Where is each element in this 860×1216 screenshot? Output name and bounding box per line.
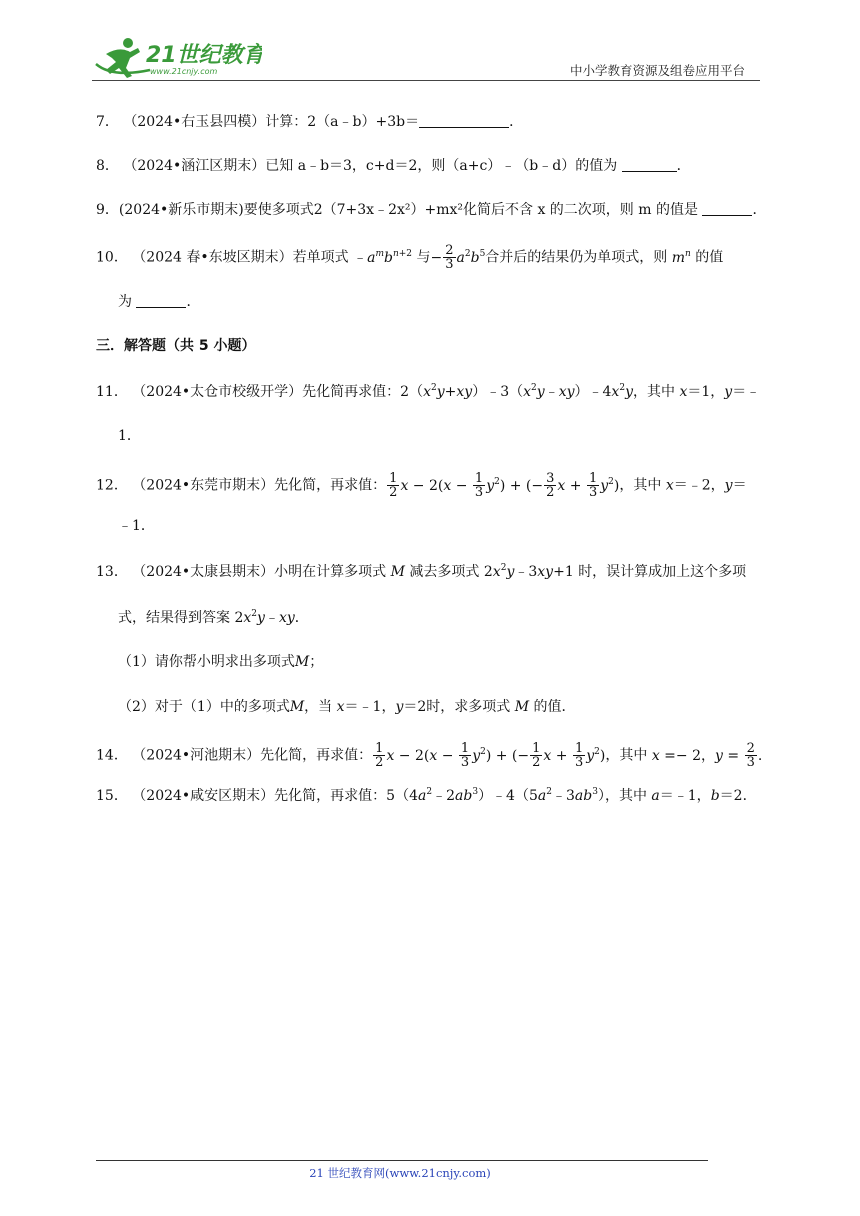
question-source: （2024•涵江区期末）已知 <box>123 158 294 174</box>
question-13: 13． （2024•太康县期末）小明在计算多项式 M 减去多项式 $2x^2y﹣3xy+1$ 时，误计算成加上这个多项 <box>96 563 747 580</box>
question-text: 化简后不含 x 的二次项，则 m 的值是 <box>463 202 698 218</box>
header-divider <box>92 80 760 81</box>
question-source: （2024•太仓市校级开学）先化简再求值： <box>132 384 401 400</box>
expression: $5(4a^2﹣2ab^3)﹣4(5a^2﹣3ab^3)$ <box>386 787 605 804</box>
values: x＝﹣2，y＝ <box>665 477 747 494</box>
footer-divider <box>96 1160 708 1161</box>
values: x =− 2，y = $\frac{2}{3}$ . <box>651 741 763 770</box>
question-10: 10． （2024 春•东坡区期末）若单项式 $﹣a^mb^{n+2}$ 与− $\frac{2}{3}$ $a^2b^5$合并后的结果仍为单项式，则 $m^n$ 的值 <box>96 243 724 272</box>
answer-blank[interactable] <box>702 201 752 216</box>
question-source: （2024•河池期末）先化简，再求值： <box>132 747 373 764</box>
answer-blank[interactable] <box>136 293 186 308</box>
question-text: 合并后的结果仍为单项式，则 <box>485 249 668 266</box>
question-source: （2024•东莞市期末）先化简，再求值： <box>132 477 387 494</box>
question-number: 10． <box>96 249 128 266</box>
question-number: 7． <box>96 114 119 130</box>
values: x＝﹣1，y＝2 <box>336 699 427 715</box>
monomial-b: − $\frac{2}{3}$ $a^2b^5$ <box>430 243 486 272</box>
question-9: 9．(2024•新乐市期末)要使多项式2（7+3x﹣2x²）+mx²化简后不含 x 的二次项，则 m 的值是 ． <box>96 202 767 218</box>
polynomial: $2x^2y﹣3xy+1$ <box>483 563 574 580</box>
question-number: 8． <box>96 158 119 174</box>
question-11-continued: 1． <box>118 428 141 444</box>
question-text: a﹣b＝3，c+d＝2，则（a+c）﹣（b﹣d）的值为 <box>297 158 618 174</box>
question-source: （2024 春•东坡区期末）若单项式 <box>132 249 349 266</box>
question-11 <box>96 382 760 402</box>
question-text: （2024•右玉县四模）计算：2（a﹣b）+3b＝ <box>123 114 420 130</box>
question-number: 11． <box>96 384 128 400</box>
question-13-part-2: （2）对于（1）中的多项式M，当 x＝﹣1，y＝2时，求多项式 M 的值． <box>118 699 576 715</box>
polynomial: 2（7+3x﹣2x²）+mx² <box>313 202 464 218</box>
question-source: (2024•新乐市期末)要使多项式 <box>118 202 314 218</box>
expression: $2(x^2y+xy)﹣3(x^2y﹣xy)﹣4x^2y$，其中 x＝1，y＝﹣ <box>400 383 761 400</box>
question-13-part-1: （1）请你帮小明求出多项式M； <box>118 654 324 670</box>
answer-blank[interactable] <box>622 157 677 172</box>
question-12-continued: ﹣1． <box>118 518 155 534</box>
question-number: 14． <box>96 747 128 764</box>
question-12: 12． （2024•东莞市期末）先化简，再求值： $\frac{1}{2}$ x − 2(x − $\frac{1}{3}$ $y^2$) + (− $\frac{3}{2}$ x + $\frac{1}{3}$ $y^2$)，其中 x＝﹣2，y＝ <box>96 471 747 500</box>
svg-text:21世纪教育: 21世纪教育 <box>146 43 262 68</box>
question-14: 14． （2024•河池期末）先化简，再求值： $\frac{1}{2}$ x − 2(x − $\frac{1}{3}$ $y^2$) + (− $\frac{1}{2}$ x + $\frac{1}{3}$ $y^2$)，其中 x =− 2，y = $\frac{2}{3}$ . <box>96 741 763 770</box>
answer-expression: $2x^2y﹣xy$． <box>234 609 309 626</box>
question-13-continued: 式，结果得到答案 $2x^2y﹣xy$． <box>118 609 309 626</box>
answer-blank[interactable] <box>419 113 509 128</box>
question-number: 9． <box>96 202 119 218</box>
question-number: 13． <box>96 564 128 580</box>
question-8: 8． （2024•涵江区期末）已知 a﹣b＝3，c+d＝2，则（a+c）﹣（b﹣d）的值为 ． <box>96 158 691 174</box>
site-logo <box>92 34 262 80</box>
question-source: （2024•咸安区期末）先化简，再求值： <box>132 788 387 804</box>
question-number: 15． <box>96 788 128 804</box>
footer-link[interactable]: 21 世纪教育网(www.21cnjy.com) <box>309 1166 491 1180</box>
question-7: 7． （2024•右玉县四模）计算：2（a﹣b）+3b＝ ． <box>96 114 524 130</box>
values: a＝﹣1，b＝2． <box>651 788 757 804</box>
question-source: （2024•太康县期末）小明在计算多项式 <box>132 564 387 580</box>
expression-mn: $m^n$ <box>671 248 691 266</box>
monomial-a: $﹣a^mb^{n+2}$ <box>353 248 413 266</box>
section-heading: 三．解答题（共 5 小题） <box>96 338 256 354</box>
question-15: 15． （2024•咸安区期末）先化简，再求值：$5(4a^2﹣2ab^3)﹣4(5a^2﹣3ab^3)$，其中 a＝﹣1，b＝2． <box>96 787 757 804</box>
expression: $\frac{1}{2}$ x − 2(x − $\frac{1}{3}$ $y^2$) + (− $\frac{3}{2}$ x + $\frac{1}{3}$ $y^2$) <box>389 471 620 500</box>
expression: $\frac{1}{2}$ x − 2(x − $\frac{1}{3}$ $y^2$) + (− $\frac{1}{2}$ x + $\frac{1}{3}$ $y^2$) <box>375 741 606 770</box>
question-number: 12． <box>96 477 128 494</box>
platform-name: 中小学教育资源及组卷应用平台 <box>570 63 746 78</box>
svg-text:www.21cnjy.com: www.21cnjy.com <box>150 67 218 76</box>
variable-m: M <box>390 564 405 580</box>
question-10-continued: 为 ． <box>118 294 201 310</box>
runner-logo-icon <box>92 34 262 80</box>
